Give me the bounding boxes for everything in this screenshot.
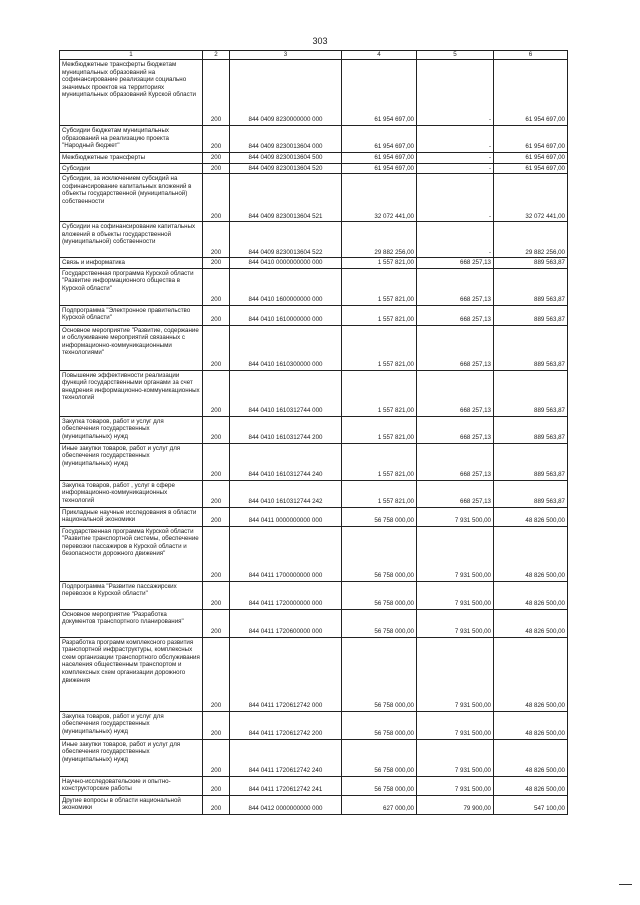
- row-name-cell: Иные закупки товаров, работ и услуг для обеспечения государственных (муниципальных) нужд: [60, 443, 203, 480]
- row-name-cell: Другие вопросы в области национальной экономики: [60, 795, 203, 814]
- row-indicator-cell: 200: [203, 174, 230, 222]
- row-remainder-cell: 48 826 500,00: [494, 507, 568, 526]
- row-name-cell: Субсидии: [60, 163, 203, 174]
- row-indicator-cell: 200: [203, 443, 230, 480]
- table-header-row: [60, 51, 568, 60]
- row-code-cell: 844 0410 1610300000 000: [230, 325, 342, 370]
- row-indicator-cell: 200: [203, 711, 230, 739]
- row-executed-cell: -: [417, 126, 494, 153]
- row-approved-cell: 1 557 821,00: [342, 480, 417, 507]
- row-approved-cell: 627 000,00: [342, 795, 417, 814]
- row-executed-cell: -: [417, 222, 494, 258]
- header-col-1: 1: [60, 51, 203, 60]
- table-row: [60, 776, 568, 795]
- row-executed-cell: 668 257,13: [417, 258, 494, 269]
- row-indicator-cell: 200: [203, 370, 230, 416]
- row-indicator-cell: 200: [203, 258, 230, 269]
- row-code-cell: 844 0410 1610312744 000: [230, 370, 342, 416]
- row-name-cell: Прикладные научные исследования в области национальной экономики: [60, 507, 203, 526]
- table-body: [60, 60, 568, 815]
- row-remainder-cell: 889 563,87: [494, 480, 568, 507]
- row-name-cell: Закупка товаров, работ , услуг в сфере информационно-коммуникационных технологий: [60, 480, 203, 507]
- row-approved-cell: 56 758 000,00: [342, 739, 417, 776]
- row-code-cell: 844 0409 8230013604 000: [230, 126, 342, 153]
- row-approved-cell: 56 758 000,00: [342, 637, 417, 711]
- row-indicator-cell: 200: [203, 153, 230, 164]
- row-code-cell: 844 0411 1720612742 240: [230, 739, 342, 776]
- table-row: [60, 370, 568, 416]
- row-executed-cell: -: [417, 60, 494, 126]
- row-name-cell: Связь и информатика: [60, 258, 203, 269]
- row-remainder-cell: 889 563,87: [494, 325, 568, 370]
- row-indicator-cell: 200: [203, 581, 230, 609]
- row-indicator-cell: 200: [203, 222, 230, 258]
- header-col-2: 2: [203, 51, 230, 60]
- row-indicator-cell: 200: [203, 507, 230, 526]
- row-executed-cell: 668 257,13: [417, 416, 494, 443]
- table-row: [60, 268, 568, 305]
- row-executed-cell: 7 931 500,00: [417, 609, 494, 637]
- table-row: [60, 507, 568, 526]
- row-code-cell: 844 0409 8230013604 520: [230, 163, 342, 174]
- row-executed-cell: 668 257,13: [417, 443, 494, 480]
- header-col-3: 3: [230, 51, 342, 60]
- row-approved-cell: 56 758 000,00: [342, 507, 417, 526]
- header-col-5: 5: [417, 51, 494, 60]
- corner-mark: [619, 884, 632, 885]
- table-row: [60, 305, 568, 325]
- row-name-cell: Закупка товаров, работ и услуг для обеспечения государственных (муниципальных) нужд: [60, 416, 203, 443]
- table-row: [60, 325, 568, 370]
- row-approved-cell: 61 954 697,00: [342, 60, 417, 126]
- row-name-cell: Межбюджетные трансферты бюджетам муниципальных образований на софинансирование реализации социально значимых проектов на территориях муниципальных образований Курской области: [60, 60, 203, 126]
- row-indicator-cell: 200: [203, 795, 230, 814]
- row-approved-cell: 1 557 821,00: [342, 370, 417, 416]
- row-executed-cell: 7 931 500,00: [417, 581, 494, 609]
- row-executed-cell: 7 931 500,00: [417, 526, 494, 581]
- table-row: [60, 637, 568, 711]
- row-approved-cell: 1 557 821,00: [342, 305, 417, 325]
- row-approved-cell: 1 557 821,00: [342, 268, 417, 305]
- table-row: [60, 222, 568, 258]
- row-remainder-cell: 889 563,87: [494, 305, 568, 325]
- row-executed-cell: 7 931 500,00: [417, 507, 494, 526]
- row-executed-cell: 668 257,13: [417, 268, 494, 305]
- row-code-cell: 844 0409 8230013604 522: [230, 222, 342, 258]
- table-row: [60, 526, 568, 581]
- row-remainder-cell: 889 563,87: [494, 370, 568, 416]
- table-row: [60, 60, 568, 126]
- row-code-cell: 844 0409 8230013604 521: [230, 174, 342, 222]
- row-code-cell: 844 0410 1600000000 000: [230, 268, 342, 305]
- table-row: [60, 153, 568, 164]
- row-name-cell: Разработка программ комплексного развития транспортной инфраструктуры, комплексных схем организации транспортного обслуживания населения общественным транспортом и комплексных схем организации дорожного движения: [60, 637, 203, 711]
- row-remainder-cell: 889 563,87: [494, 443, 568, 480]
- row-approved-cell: 61 954 697,00: [342, 126, 417, 153]
- row-name-cell: Подпрограмма "Электронное правительство Курской области": [60, 305, 203, 325]
- table-row: [60, 416, 568, 443]
- row-approved-cell: 56 758 000,00: [342, 581, 417, 609]
- row-approved-cell: 32 072 441,00: [342, 174, 417, 222]
- row-remainder-cell: 547 100,00: [494, 795, 568, 814]
- row-indicator-cell: 200: [203, 739, 230, 776]
- header-col-6: 6: [494, 51, 568, 60]
- row-executed-cell: 668 257,13: [417, 325, 494, 370]
- row-indicator-cell: 200: [203, 526, 230, 581]
- row-code-cell: 844 0412 0000000000 000: [230, 795, 342, 814]
- row-executed-cell: 668 257,13: [417, 370, 494, 416]
- row-approved-cell: 1 557 821,00: [342, 443, 417, 480]
- budget-table: [59, 50, 568, 815]
- row-indicator-cell: 200: [203, 325, 230, 370]
- row-executed-cell: -: [417, 163, 494, 174]
- row-name-cell: Межбюджетные трансферты: [60, 153, 203, 164]
- row-remainder-cell: 48 826 500,00: [494, 739, 568, 776]
- row-name-cell: Подпрограмма "Развитие пассажирских перевозок в Курской области": [60, 581, 203, 609]
- row-name-cell: Государственная программа Курской области "Развитие транспортной системы, обеспечение перевозки пассажиров в Курской области и безопасности дорожного движения": [60, 526, 203, 581]
- row-name-cell: Субсидии на софинансирование капитальных вложений в объекты государственной (муниципальной) собственности: [60, 222, 203, 258]
- row-indicator-cell: 200: [203, 305, 230, 325]
- row-indicator-cell: 200: [203, 416, 230, 443]
- row-remainder-cell: 61 954 697,00: [494, 153, 568, 164]
- table-row: [60, 126, 568, 153]
- row-remainder-cell: 61 954 697,00: [494, 60, 568, 126]
- row-indicator-cell: 200: [203, 480, 230, 507]
- row-approved-cell: 56 758 000,00: [342, 776, 417, 795]
- row-name-cell: Основное мероприятие "Разработка документов транспортного планирования": [60, 609, 203, 637]
- table-row: [60, 480, 568, 507]
- table-row: [60, 711, 568, 739]
- table-row: [60, 795, 568, 814]
- row-indicator-cell: 200: [203, 268, 230, 305]
- row-code-cell: 844 0411 1700000000 000: [230, 526, 342, 581]
- row-remainder-cell: 48 826 500,00: [494, 776, 568, 795]
- row-code-cell: 844 0411 0000000000 000: [230, 507, 342, 526]
- row-remainder-cell: 32 072 441,00: [494, 174, 568, 222]
- row-remainder-cell: 48 826 500,00: [494, 526, 568, 581]
- row-name-cell: Основное мероприятие "Развитие, содержание и обслуживание мероприятий связанных с информационно-коммуникационными технологиями": [60, 325, 203, 370]
- row-executed-cell: 668 257,13: [417, 480, 494, 507]
- row-approved-cell: 1 557 821,00: [342, 416, 417, 443]
- row-indicator-cell: 200: [203, 776, 230, 795]
- row-executed-cell: 7 931 500,00: [417, 637, 494, 711]
- row-executed-cell: 79 900,00: [417, 795, 494, 814]
- row-code-cell: 844 0411 1720000000 000: [230, 581, 342, 609]
- row-name-cell: Иные закупки товаров, работ и услуг для обеспечения государственных (муниципальных) нужд: [60, 739, 203, 776]
- row-code-cell: 844 0410 1610312744 242: [230, 480, 342, 507]
- table-row: [60, 258, 568, 269]
- row-code-cell: 844 0410 1610312744 200: [230, 416, 342, 443]
- row-executed-cell: -: [417, 174, 494, 222]
- row-indicator-cell: 200: [203, 637, 230, 711]
- row-remainder-cell: 889 563,87: [494, 416, 568, 443]
- row-code-cell: 844 0411 1720612742 000: [230, 637, 342, 711]
- page-number: 303: [312, 36, 328, 46]
- row-code-cell: 844 0410 0000000000 000: [230, 258, 342, 269]
- header-col-4: 4: [342, 51, 417, 60]
- row-remainder-cell: 61 954 697,00: [494, 163, 568, 174]
- row-indicator-cell: 200: [203, 126, 230, 153]
- row-approved-cell: 61 954 697,00: [342, 153, 417, 164]
- row-name-cell: Научно-исследовательские и опытно-конструкторские работы: [60, 776, 203, 795]
- row-approved-cell: 1 557 821,00: [342, 325, 417, 370]
- row-name-cell: Субсидии, за исключением субсидий на софинансирование капитальных вложений в объекты государственной (муниципальной) собственности: [60, 174, 203, 222]
- row-remainder-cell: 29 882 256,00: [494, 222, 568, 258]
- row-remainder-cell: 61 954 697,00: [494, 126, 568, 153]
- row-code-cell: 844 0411 1720600000 000: [230, 609, 342, 637]
- row-code-cell: 844 0410 1610312744 240: [230, 443, 342, 480]
- row-executed-cell: 7 931 500,00: [417, 776, 494, 795]
- table-row: [60, 163, 568, 174]
- row-remainder-cell: 889 563,87: [494, 258, 568, 269]
- row-approved-cell: 61 954 697,00: [342, 163, 417, 174]
- table-row: [60, 581, 568, 609]
- table-row: [60, 443, 568, 480]
- row-approved-cell: 56 758 000,00: [342, 609, 417, 637]
- row-code-cell: 844 0411 1720612742 241: [230, 776, 342, 795]
- row-approved-cell: 29 882 256,00: [342, 222, 417, 258]
- row-name-cell: Государственная программа Курской области "Развитие информационного общества в Курской области": [60, 268, 203, 305]
- row-indicator-cell: 200: [203, 60, 230, 126]
- row-executed-cell: 668 257,13: [417, 305, 494, 325]
- row-executed-cell: -: [417, 153, 494, 164]
- row-remainder-cell: 48 826 500,00: [494, 581, 568, 609]
- row-indicator-cell: 200: [203, 609, 230, 637]
- row-approved-cell: 56 758 000,00: [342, 526, 417, 581]
- row-code-cell: 844 0410 1610000000 000: [230, 305, 342, 325]
- row-name-cell: Субсидии бюджетам муниципальных образований на реализацию проекта "Народный бюджет": [60, 126, 203, 153]
- table-row: [60, 609, 568, 637]
- row-executed-cell: 7 931 500,00: [417, 739, 494, 776]
- row-approved-cell: 1 557 821,00: [342, 258, 417, 269]
- row-code-cell: 844 0409 8230013604 500: [230, 153, 342, 164]
- row-indicator-cell: 200: [203, 163, 230, 174]
- row-remainder-cell: 889 563,87: [494, 268, 568, 305]
- table-row: [60, 174, 568, 222]
- row-remainder-cell: 48 826 500,00: [494, 637, 568, 711]
- row-remainder-cell: 48 826 500,00: [494, 609, 568, 637]
- table-row: [60, 739, 568, 776]
- row-approved-cell: 56 758 000,00: [342, 711, 417, 739]
- row-code-cell: 844 0411 1720612742 200: [230, 711, 342, 739]
- row-remainder-cell: 48 826 500,00: [494, 711, 568, 739]
- row-executed-cell: 7 931 500,00: [417, 711, 494, 739]
- row-name-cell: Закупка товаров, работ и услуг для обеспечения государственных (муниципальных) нужд: [60, 711, 203, 739]
- row-code-cell: 844 0409 8230000000 000: [230, 60, 342, 126]
- row-name-cell: Повышение эффективности реализации функций государственными органами за счет внедрения информационно-коммуникационных технологий: [60, 370, 203, 416]
